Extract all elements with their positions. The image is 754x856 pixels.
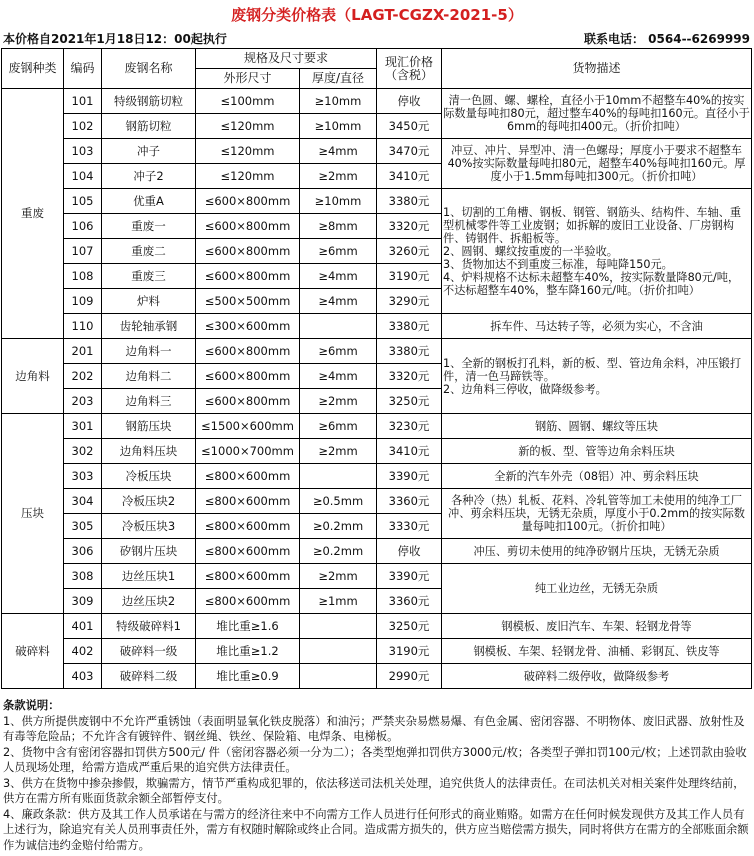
- row-size: ≤600×800mm: [196, 264, 300, 289]
- row-code: 306: [64, 539, 102, 564]
- desc-105: 1、切割的工角槽、钢板、钢管、钢筋头、结构件、车轴、重型机械零件等工业废钢；如拆解的废旧工业设备、厂房钢构件、铸钢件、拆船板等。 2、圆钢、螺纹按重废的一半验收。 3、货物加达不到重废三标准，每吨降150元。 4、炉料规格不达标未超整车40%，按实际数量降80元/吨，不达标超整车40%，整车降160元/吨。（折价扣吨）: [442, 189, 752, 314]
- row-name: 冷板压块: [102, 464, 196, 489]
- table-row: [2, 639, 752, 664]
- row-thick: ≥4mm: [300, 364, 377, 389]
- row-name: 冷板压块2: [102, 489, 196, 514]
- header-size: 外形尺寸: [196, 69, 300, 89]
- row-size: ≤600×800mm: [196, 239, 300, 264]
- row-price: 3380元: [377, 314, 442, 339]
- row-name: 边丝压块2: [102, 589, 196, 614]
- effective-date: 本价格自2021年1月18日12：00起执行: [3, 32, 227, 46]
- row-size: ≤800×600mm: [196, 464, 300, 489]
- row-code: 102: [64, 114, 102, 139]
- row-price: 3410元: [377, 164, 442, 189]
- row-code: 107: [64, 239, 102, 264]
- row-size: ≤600×800mm: [196, 189, 300, 214]
- table-row: [2, 539, 752, 564]
- term-3: 3、供方在货物中掺杂掺假，欺骗需方，情节严重构成犯罪的，依法移送司法机关处理，追究供货人的法律责任。在司法机关对相关案件处理终结前，供方在需方所有账面货款余额全部暂停支付。: [3, 776, 745, 805]
- row-price: 3410元: [377, 439, 442, 464]
- row-name: 边丝压块1: [102, 564, 196, 589]
- row-thick: ≥4mm: [300, 264, 377, 289]
- row-size: 堆比重≥0.9: [196, 664, 300, 689]
- row-price: 3320元: [377, 364, 442, 389]
- row-thick: ≥0.5mm: [300, 489, 377, 514]
- row-thick: ≥4mm: [300, 289, 377, 314]
- table-row: [2, 139, 752, 164]
- row-code: 104: [64, 164, 102, 189]
- row-thick: ≥0.2mm: [300, 514, 377, 539]
- table-row: [2, 339, 752, 364]
- row-size: ≤120mm: [196, 164, 300, 189]
- row-thick: ≥6mm: [300, 239, 377, 264]
- table-row: [2, 564, 752, 589]
- row-price: 3380元: [377, 189, 442, 214]
- row-thick: ≥10mm: [300, 114, 377, 139]
- row-code: 101: [64, 89, 102, 114]
- desc-304: 各种冷（热）轧板、花料、冷轧管等加工未使用的纯净工厂冲、剪余料压块，无锈无杂质，厚度小于0.2mm的按实际数量每吨扣100元。（折价扣吨）: [442, 489, 752, 539]
- row-code: 203: [64, 389, 102, 414]
- row-code: 201: [64, 339, 102, 364]
- table-row: [2, 664, 752, 689]
- header-price: 现汇价格（含税）: [377, 49, 442, 89]
- desc-201: 1、全新的钢板打孔料，新的板、型、管边角余料，冲压锻打件，清一色马蹄铁等。 2、边角料三停收，做降级参考。: [442, 339, 752, 414]
- row-price: 3450元: [377, 114, 442, 139]
- term-1: 1、供方所提供废钢中不允许严重锈蚀（表面明显氧化铁皮脱落）和油污；严禁夹杂易燃易爆、有色金属、密闭容器、不明物体、废旧武器、放射性及有毒等危险品；不允许含有镀锌件、钢丝绳、铁丝、保险箱、电焊条、电梯板。: [3, 714, 745, 743]
- row-size: ≤600×800mm: [196, 214, 300, 239]
- desc-401: 钢模板、废旧汽车、车架、轻钢龙骨等: [442, 614, 752, 639]
- row-thick: ≥1mm: [300, 589, 377, 614]
- row-size: ≤500×500mm: [196, 289, 300, 314]
- group-broken: 破碎料: [2, 614, 64, 689]
- row-price: 3250元: [377, 614, 442, 639]
- row-name: 炉料: [102, 289, 196, 314]
- desc-303: 全新的汽车外壳（08铝）冲、剪余料压块: [442, 464, 752, 489]
- row-price: 3330元: [377, 514, 442, 539]
- row-code: 305: [64, 514, 102, 539]
- terms-heading: 条款说明：: [3, 699, 60, 712]
- row-size: ≤600×800mm: [196, 339, 300, 364]
- terms-section: [3, 698, 751, 853]
- row-thick: ≥10mm: [300, 89, 377, 114]
- desc-308: 纯工业边丝，无锈无杂质: [442, 564, 752, 614]
- table-row: [2, 439, 752, 464]
- row-size: ≤800×600mm: [196, 489, 300, 514]
- row-name: 冲子2: [102, 164, 196, 189]
- row-price: 停收: [377, 539, 442, 564]
- row-size: ≤100mm: [196, 89, 300, 114]
- group-heavy: 重废: [2, 89, 64, 339]
- row-code: 110: [64, 314, 102, 339]
- row-thick: ≥6mm: [300, 414, 377, 439]
- row-code: 106: [64, 214, 102, 239]
- row-code: 105: [64, 189, 102, 214]
- row-thick: ≥6mm: [300, 339, 377, 364]
- row-name: 破碎料一级: [102, 639, 196, 664]
- row-thick: ≥2mm: [300, 389, 377, 414]
- row-name: 破碎料二级: [102, 664, 196, 689]
- row-name: 边角料一: [102, 339, 196, 364]
- row-thick: ≥10mm: [300, 189, 377, 214]
- row-thick: [300, 639, 377, 664]
- header-category: 废钢种类: [2, 49, 64, 89]
- row-price: 3380元: [377, 339, 442, 364]
- row-price: 3360元: [377, 489, 442, 514]
- row-price: 3190元: [377, 264, 442, 289]
- row-size: ≤1000×700mm: [196, 439, 300, 464]
- desc-110: 拆车件、马达转子等，必须为实心，不含油: [442, 314, 752, 339]
- row-price: 3390元: [377, 464, 442, 489]
- table-row: [2, 614, 752, 639]
- row-name: 边角料二: [102, 364, 196, 389]
- row-price: 3290元: [377, 289, 442, 314]
- row-thick: ≥0.2mm: [300, 539, 377, 564]
- row-name: 重废三: [102, 264, 196, 289]
- row-thick: ≥2mm: [300, 439, 377, 464]
- price-table: [1, 48, 752, 689]
- row-code: 401: [64, 614, 102, 639]
- row-name: 矽钢片压块: [102, 539, 196, 564]
- desc-302: 新的板、型、管等边角余料压块: [442, 439, 752, 464]
- row-thick: [300, 614, 377, 639]
- term-2: 2、货物中含有密闭容器扣罚供方500元/ 件（密闭容器必须一分为二）；各类型炮弹扣罚供方3000元/枚；各类型子弹扣罚100元/枚；上述罚款由验收人员现场处理，给需方造成严重后果的追究供方法律责任。: [3, 745, 747, 774]
- desc-402: 钢模板、车架、轻钢龙骨、油桶、彩钢瓦、铁皮等: [442, 639, 752, 664]
- row-size: ≤800×600mm: [196, 564, 300, 589]
- table-row: [2, 489, 752, 514]
- row-name: 冲子: [102, 139, 196, 164]
- row-price: 3320元: [377, 214, 442, 239]
- row-thick: ≥2mm: [300, 164, 377, 189]
- row-thick: ≥4mm: [300, 139, 377, 164]
- desc-101: 清一色圆、螺、螺栓，直径小于10mm不超整车40%的按实际数量每吨扣80元，超过整车40%的每吨扣160元。直径小于6mm的每吨扣400元。（折价扣吨）: [442, 89, 752, 139]
- row-size: 堆比重≥1.6: [196, 614, 300, 639]
- table-row: [2, 89, 752, 114]
- header-code: 编码: [64, 49, 102, 89]
- table-row: [2, 464, 752, 489]
- table-row: [2, 314, 752, 339]
- header-spec: 规格及尺寸要求: [196, 49, 377, 69]
- row-name: 边角料三: [102, 389, 196, 414]
- row-code: 108: [64, 264, 102, 289]
- row-code: 308: [64, 564, 102, 589]
- row-name: 冷板压块3: [102, 514, 196, 539]
- row-price: 3390元: [377, 564, 442, 589]
- row-price: 3190元: [377, 639, 442, 664]
- row-price: 3360元: [377, 589, 442, 614]
- row-name: 边角料压块: [102, 439, 196, 464]
- row-name: 重废二: [102, 239, 196, 264]
- desc-301: 钢筋、圆钢、螺纹等压块: [442, 414, 752, 439]
- group-edge: 边角料: [2, 339, 64, 414]
- row-size: ≤800×600mm: [196, 589, 300, 614]
- desc-403: 破碎料二级停收，做降级参考: [442, 664, 752, 689]
- row-size: ≤800×600mm: [196, 539, 300, 564]
- row-price: 3260元: [377, 239, 442, 264]
- desc-306: 冲压、剪切未使用的纯净矽钢片压块，无锈无杂质: [442, 539, 752, 564]
- row-size: ≤300×600mm: [196, 314, 300, 339]
- term-4: 4、廉政条款：供方及其工作人员承诺在与需方的经济往来中不向需方工作人员进行任何形式的商业贿赂。如需方在任何时候发现供方及其工作人员有上述行为，除追究有关人员刑事责任外，需方有权随时解除或终止合同。造成需方损失的，供方应当赔偿需方损失，同时将供方在需方的全部账面余额作为诚信违约金赔付给需方。: [3, 807, 749, 852]
- row-code: 109: [64, 289, 102, 314]
- row-code: 103: [64, 139, 102, 164]
- header-desc: 货物描述: [442, 49, 752, 89]
- row-code: 202: [64, 364, 102, 389]
- row-name: 重废一: [102, 214, 196, 239]
- row-thick: ≥2mm: [300, 564, 377, 589]
- row-size: ≤600×800mm: [196, 389, 300, 414]
- header-thick: 厚度/直径: [300, 69, 377, 89]
- row-thick: ≥8mm: [300, 214, 377, 239]
- row-size: 堆比重≥1.2: [196, 639, 300, 664]
- row-code: 304: [64, 489, 102, 514]
- table-row: [2, 189, 752, 214]
- row-size: ≤120mm: [196, 139, 300, 164]
- header-name: 废钢名称: [102, 49, 196, 89]
- desc-103: 冲豆、冲片、异型冲、清一色螺母；厚度小于要求不超整车40%按实际数量每吨扣80元，超整车40%每吨扣160元。厚度小于1.5mm每吨扣300元。（折价扣吨）: [442, 139, 752, 189]
- row-code: 309: [64, 589, 102, 614]
- row-price: 2990元: [377, 664, 442, 689]
- row-name: 钢筋压块: [102, 414, 196, 439]
- row-code: 303: [64, 464, 102, 489]
- contact-phone: 联系电话： 0564--6269999: [584, 32, 750, 46]
- group-block: 压块: [2, 414, 64, 614]
- row-name: 特级钢筋切粒: [102, 89, 196, 114]
- row-code: 402: [64, 639, 102, 664]
- row-price: 停收: [377, 89, 442, 114]
- row-name: 齿轮轴承钢: [102, 314, 196, 339]
- row-size: ≤1500×600mm: [196, 414, 300, 439]
- row-size: ≤600×800mm: [196, 364, 300, 389]
- row-price: 3250元: [377, 389, 442, 414]
- row-name: 钢筋切粒: [102, 114, 196, 139]
- row-code: 403: [64, 664, 102, 689]
- row-price: 3230元: [377, 414, 442, 439]
- row-code: 302: [64, 439, 102, 464]
- row-code: 301: [64, 414, 102, 439]
- row-thick: [300, 314, 377, 339]
- row-name: 特级破碎料1: [102, 614, 196, 639]
- row-thick: [300, 464, 377, 489]
- table-row: [2, 414, 752, 439]
- row-name: 优重A: [102, 189, 196, 214]
- row-thick: [300, 664, 377, 689]
- page-title: 废钢分类价格表（LAGT-CGZX-2021-5）: [231, 6, 523, 24]
- row-price: 3470元: [377, 139, 442, 164]
- row-size: ≤800×600mm: [196, 514, 300, 539]
- row-size: ≤120mm: [196, 114, 300, 139]
